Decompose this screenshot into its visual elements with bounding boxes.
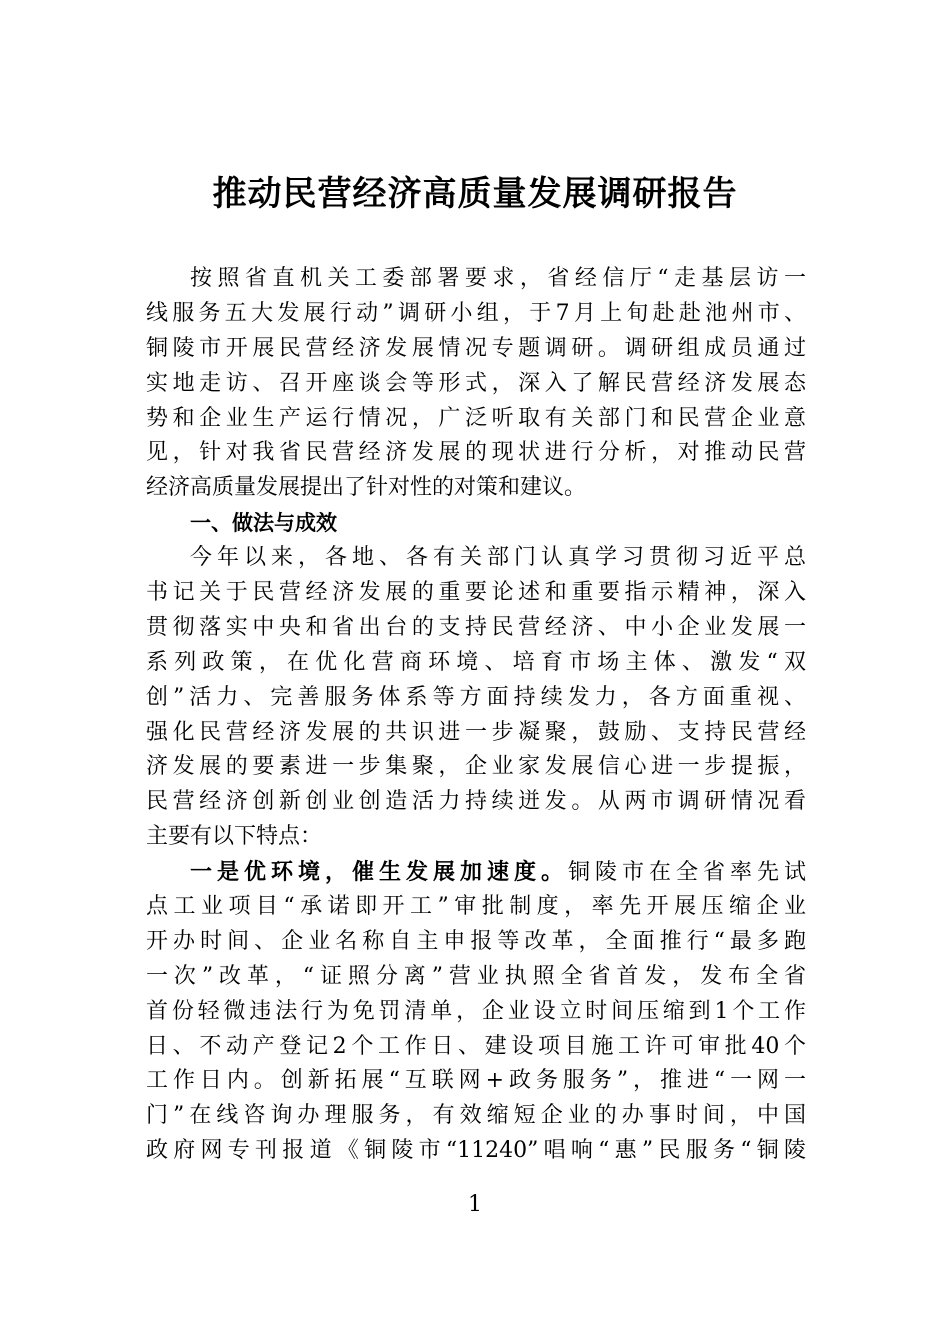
text-line: 贯彻落实中央和省出台的支持民营经济、中小企业发展一 (146, 614, 806, 640)
text-line: 首份轻微违法行为免罚清单，企业设立时间压缩到1个工作 (146, 998, 806, 1024)
text-line: 创”活力、完善服务体系等方面持续发力，各方面重视、 (146, 684, 806, 710)
text-line: 主要有以下特点： (146, 824, 323, 850)
text-line: 实地走访、召开座谈会等形式，深入了解民营经济发展态 (146, 370, 806, 396)
text-line: 民营经济创新创业创造活力持续迸发。从两市调研情况看 (146, 789, 806, 815)
document-body (146, 262, 806, 1169)
text-line: 政府网专刊报道《铜陵市“11240”唱响“惠”民服务“铜陵 (146, 1138, 806, 1164)
text-line: 工作日内。创新拓展“互联网+政务服务”，推进“一网一 (146, 1068, 806, 1094)
text-line: 按照省直机关工委部署要求，省经信厅“走基层访一 (190, 266, 806, 291)
text-line: 门”在线咨询办理服务，有效缩短企业的办事时间，中国 (146, 1103, 806, 1129)
text-line: 一次”改革，“证照分离”营业执照全省首发，发布全省 (146, 963, 806, 989)
text-line: 开办时间、企业名称自主申报等改革，全面推行“最多跑 (146, 928, 806, 954)
text-line: 今年以来，各地、各有关部门认真学习贯彻习近平总 (190, 545, 806, 571)
text-line: 线服务五大发展行动”调研小组，于7月上旬赴赴池州市、 (146, 300, 806, 326)
text-line: 济发展的要素进一步集聚，企业家发展信心进一步提振， (146, 754, 806, 780)
text-line: 系列政策，在优化营商环境、培育市场主体、激发“双 (146, 649, 806, 675)
document-title: 推动民营经济高质量发展调研报告 (212, 174, 738, 214)
paragraph-intro (146, 262, 806, 506)
text-line: 经济高质量发展提出了针对性的对策和建议。 (146, 475, 587, 501)
paragraph-overview (146, 541, 806, 855)
lead-bold-phrase: 一是优环境，催生发展加速度。 (190, 859, 568, 886)
text-line: 点工业项目“承诺即开工”审批制度，率先开展压缩企业 (146, 894, 806, 920)
text-line: 势和企业生产运行情况，广泛听取有关部门和民营企业意 (146, 405, 806, 431)
paragraph-environment (146, 855, 806, 1169)
text-run: 铜陵市在全省率先试 (567, 860, 806, 886)
text-line: 见，针对我省民营经济发展的现状进行分析，对推动民营 (146, 440, 806, 466)
section-heading: 一、做法与成效 (190, 511, 337, 536)
text-line: 强化民营经济发展的共识进一步凝聚，鼓励、支持民营经 (146, 719, 806, 745)
page-number: 1 (468, 1192, 482, 1217)
text-line: 日、不动产登记2个工作日、建设项目施工许可审批40个 (146, 1033, 806, 1059)
text-line: 书记关于民营经济发展的重要论述和重要指示精神，深入 (146, 580, 806, 606)
text-line (146, 855, 806, 890)
text-line: 铜陵市开展民营经济发展情况专题调研。调研组成员通过 (146, 335, 806, 361)
